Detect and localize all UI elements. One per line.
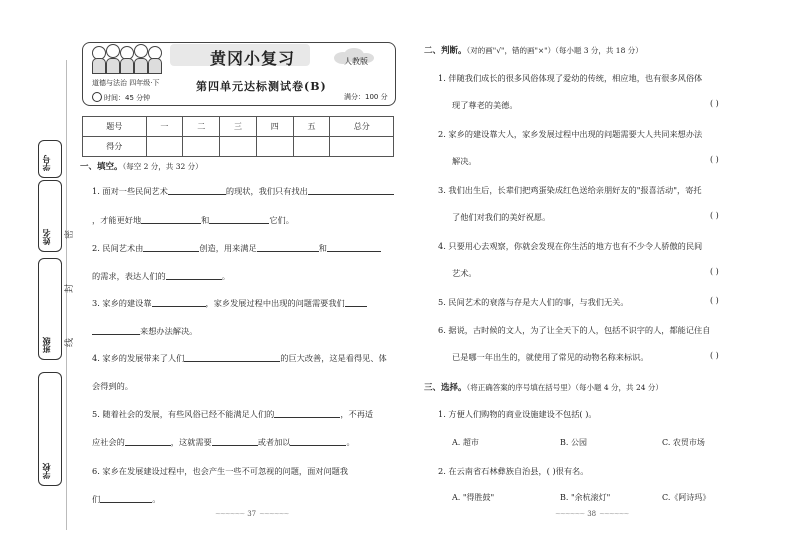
answer-blank[interactable]: [327, 251, 381, 252]
score-cell[interactable]: [146, 137, 183, 157]
answer-blank[interactable]: [166, 279, 222, 280]
question-1-1: 1. 面对一些民间艺术 的现状，我们只有找出: [92, 185, 394, 197]
question-1-6: 6. 家乡在发展建设过程中，也会产生一些不可忽视的问题，面对问题我: [92, 466, 349, 476]
answer-blank[interactable]: [141, 223, 201, 224]
answer-paren[interactable]: ( ): [710, 99, 719, 108]
option-b[interactable]: B. "余杭滚灯": [560, 493, 611, 502]
question-1-4: 4. 家乡的发展带来了人们 的巨大改善，这是看得见、体: [92, 353, 387, 363]
exam-title: 第四单元达标测试卷(B): [196, 80, 327, 93]
score-cell[interactable]: [220, 137, 257, 157]
score-cell[interactable]: [293, 137, 330, 157]
school-label: 学校: [42, 463, 51, 479]
answer-paren[interactable]: ( ): [710, 351, 719, 360]
clock-icon: [92, 92, 102, 102]
question-2-2-cont: 解决。: [452, 156, 477, 166]
full-score: 满分：100 分: [344, 93, 388, 101]
student-id-box: [38, 140, 62, 178]
brand-logo: 黄冈小复习: [210, 49, 296, 68]
score-cell[interactable]: [330, 137, 394, 157]
answer-paren[interactable]: ( ): [710, 155, 719, 164]
student-id-label: 学号: [42, 155, 51, 171]
score-header-cell: 五: [293, 117, 330, 137]
score-cell[interactable]: [183, 137, 220, 157]
answer-paren[interactable]: ( ): [710, 267, 719, 276]
answer-blank[interactable]: [290, 445, 346, 446]
answer-blank[interactable]: [184, 361, 280, 362]
question-1-1-cont: ，才能更好地 和 它们。: [92, 215, 294, 225]
school-box: [38, 372, 62, 486]
option-a[interactable]: A. 超市: [452, 438, 479, 447]
page-number-right: ~~~~~~ 38 ~~~~~~: [552, 510, 631, 518]
answer-blank[interactable]: [152, 306, 206, 307]
question-2-2: 2. 家乡的建设靠大人，家乡发展过程中出现的问题需要大人共同来想办法: [438, 129, 703, 139]
question-3-1: 1. 方便人们购物的商业设施建设不包括( )。: [438, 409, 597, 419]
name-box: [38, 180, 62, 252]
class-label: 班级: [42, 337, 51, 353]
answer-blank[interactable]: [308, 194, 394, 195]
answer-paren[interactable]: ( ): [710, 211, 719, 220]
answer-blank[interactable]: [209, 223, 269, 224]
question-2-3-cont: 了他们对我们的美好祝愿。: [452, 212, 551, 222]
score-label-cell: 得分: [83, 137, 147, 157]
question-2-4: 4. 只要用心去观察，你就会发现在你生活的地方也有不少令人骄傲的民间: [438, 241, 703, 251]
question-3-2: 2. 在云南省石林彝族自治县，( )很有名。: [438, 466, 589, 476]
option-c[interactable]: C. 农贸市场: [662, 438, 705, 447]
score-header-cell: 二: [183, 117, 220, 137]
score-header-cell: 题号: [83, 117, 147, 137]
score-header-row: [83, 117, 394, 137]
name-label: 姓名: [42, 229, 51, 245]
binding-line: [66, 60, 67, 530]
answer-blank[interactable]: [92, 334, 140, 335]
children-illustration: [90, 46, 162, 74]
option-a[interactable]: A. "得胜鼓": [452, 493, 495, 502]
section-fill-blank-title: 一、填空。（每空 2 分，共 32 分）: [80, 162, 203, 172]
page-number-left: ~~~~~~ 37 ~~~~~~: [212, 510, 291, 518]
answer-paren[interactable]: ( ): [710, 296, 719, 305]
answer-blank[interactable]: [345, 306, 367, 307]
answer-blank[interactable]: [212, 445, 258, 446]
score-header-cell: 三: [220, 117, 257, 137]
score-cell[interactable]: [256, 137, 293, 157]
section-true-false-title: 二、判断。（对的画"√"，错的画"×"）（每小题 3 分，共 18 分）: [424, 46, 643, 56]
question-2-6-cont: 已是哪一年出生的，就使用了常见的动物名称来标识。: [452, 352, 649, 362]
score-header-cell: 总分: [330, 117, 394, 137]
answer-blank[interactable]: [274, 417, 340, 418]
question-1-5: 5. 随着社会的发展，有些风俗已经不能满足人们的 ，不再适: [92, 409, 374, 419]
question-1-2: 2. 民间艺术由 创造，用来满足 和: [92, 242, 381, 254]
time-limit: 时间：45 分钟: [92, 92, 150, 103]
score-table: [82, 116, 394, 157]
option-c[interactable]: C.《阿诗玛》: [662, 493, 711, 502]
score-header-cell: 一: [146, 117, 183, 137]
answer-blank[interactable]: [143, 251, 199, 252]
answer-blank[interactable]: [125, 445, 171, 446]
question-1-4-cont: 会得到的。: [92, 381, 133, 391]
question-1-6-cont: 们 。: [92, 494, 161, 504]
question-1-3: 3. 家乡的建设靠 ，家乡发展过程中出现的问题需要我们: [92, 297, 367, 309]
score-header-cell: 四: [256, 117, 293, 137]
fold-mark-close: 封: [65, 283, 76, 294]
answer-blank[interactable]: [257, 251, 319, 252]
answer-blank[interactable]: [168, 194, 226, 195]
answer-blank[interactable]: [100, 502, 152, 503]
question-2-1-cont: 现了尊老的美德。: [452, 100, 518, 110]
subject-grade: 道德与法治 四年级·下: [92, 79, 160, 87]
fold-mark-seal: 密: [65, 229, 76, 240]
question-2-1: 1. 伴随我们成长的很多风俗体现了爱幼的传统，相应地，也有很多风俗体: [438, 73, 703, 83]
class-box: [38, 258, 62, 360]
question-2-3: 3. 我们出生后，长辈们把鸡蛋染成红色送给亲朋好友的"报喜活动"，寄托: [438, 185, 702, 195]
fold-mark-line: 线: [65, 337, 76, 348]
edition-label: 人教版: [344, 57, 368, 66]
question-2-4-cont: 艺术。: [452, 268, 477, 278]
question-1-3-cont: 来想办法解决。: [92, 325, 197, 337]
option-b[interactable]: B. 公园: [560, 438, 587, 447]
section-choice-title: 三、选择。（将正确答案的序号填在括号里）（每小题 4 分，共 24 分）: [424, 383, 663, 393]
question-2-6: 6. 据说，古时候的文人，为了让全天下的人，包括不识字的人，都能记住自: [438, 325, 711, 335]
score-value-row: [83, 137, 394, 157]
question-1-5-cont: 应社会的 ，这就需要 或者加以 。: [92, 437, 355, 447]
question-2-5: 5. 民间艺术的衰落与存是大人们的事，与我们无关。: [438, 297, 629, 307]
question-1-2-cont: 的需求，表达人们的 。: [92, 271, 230, 281]
